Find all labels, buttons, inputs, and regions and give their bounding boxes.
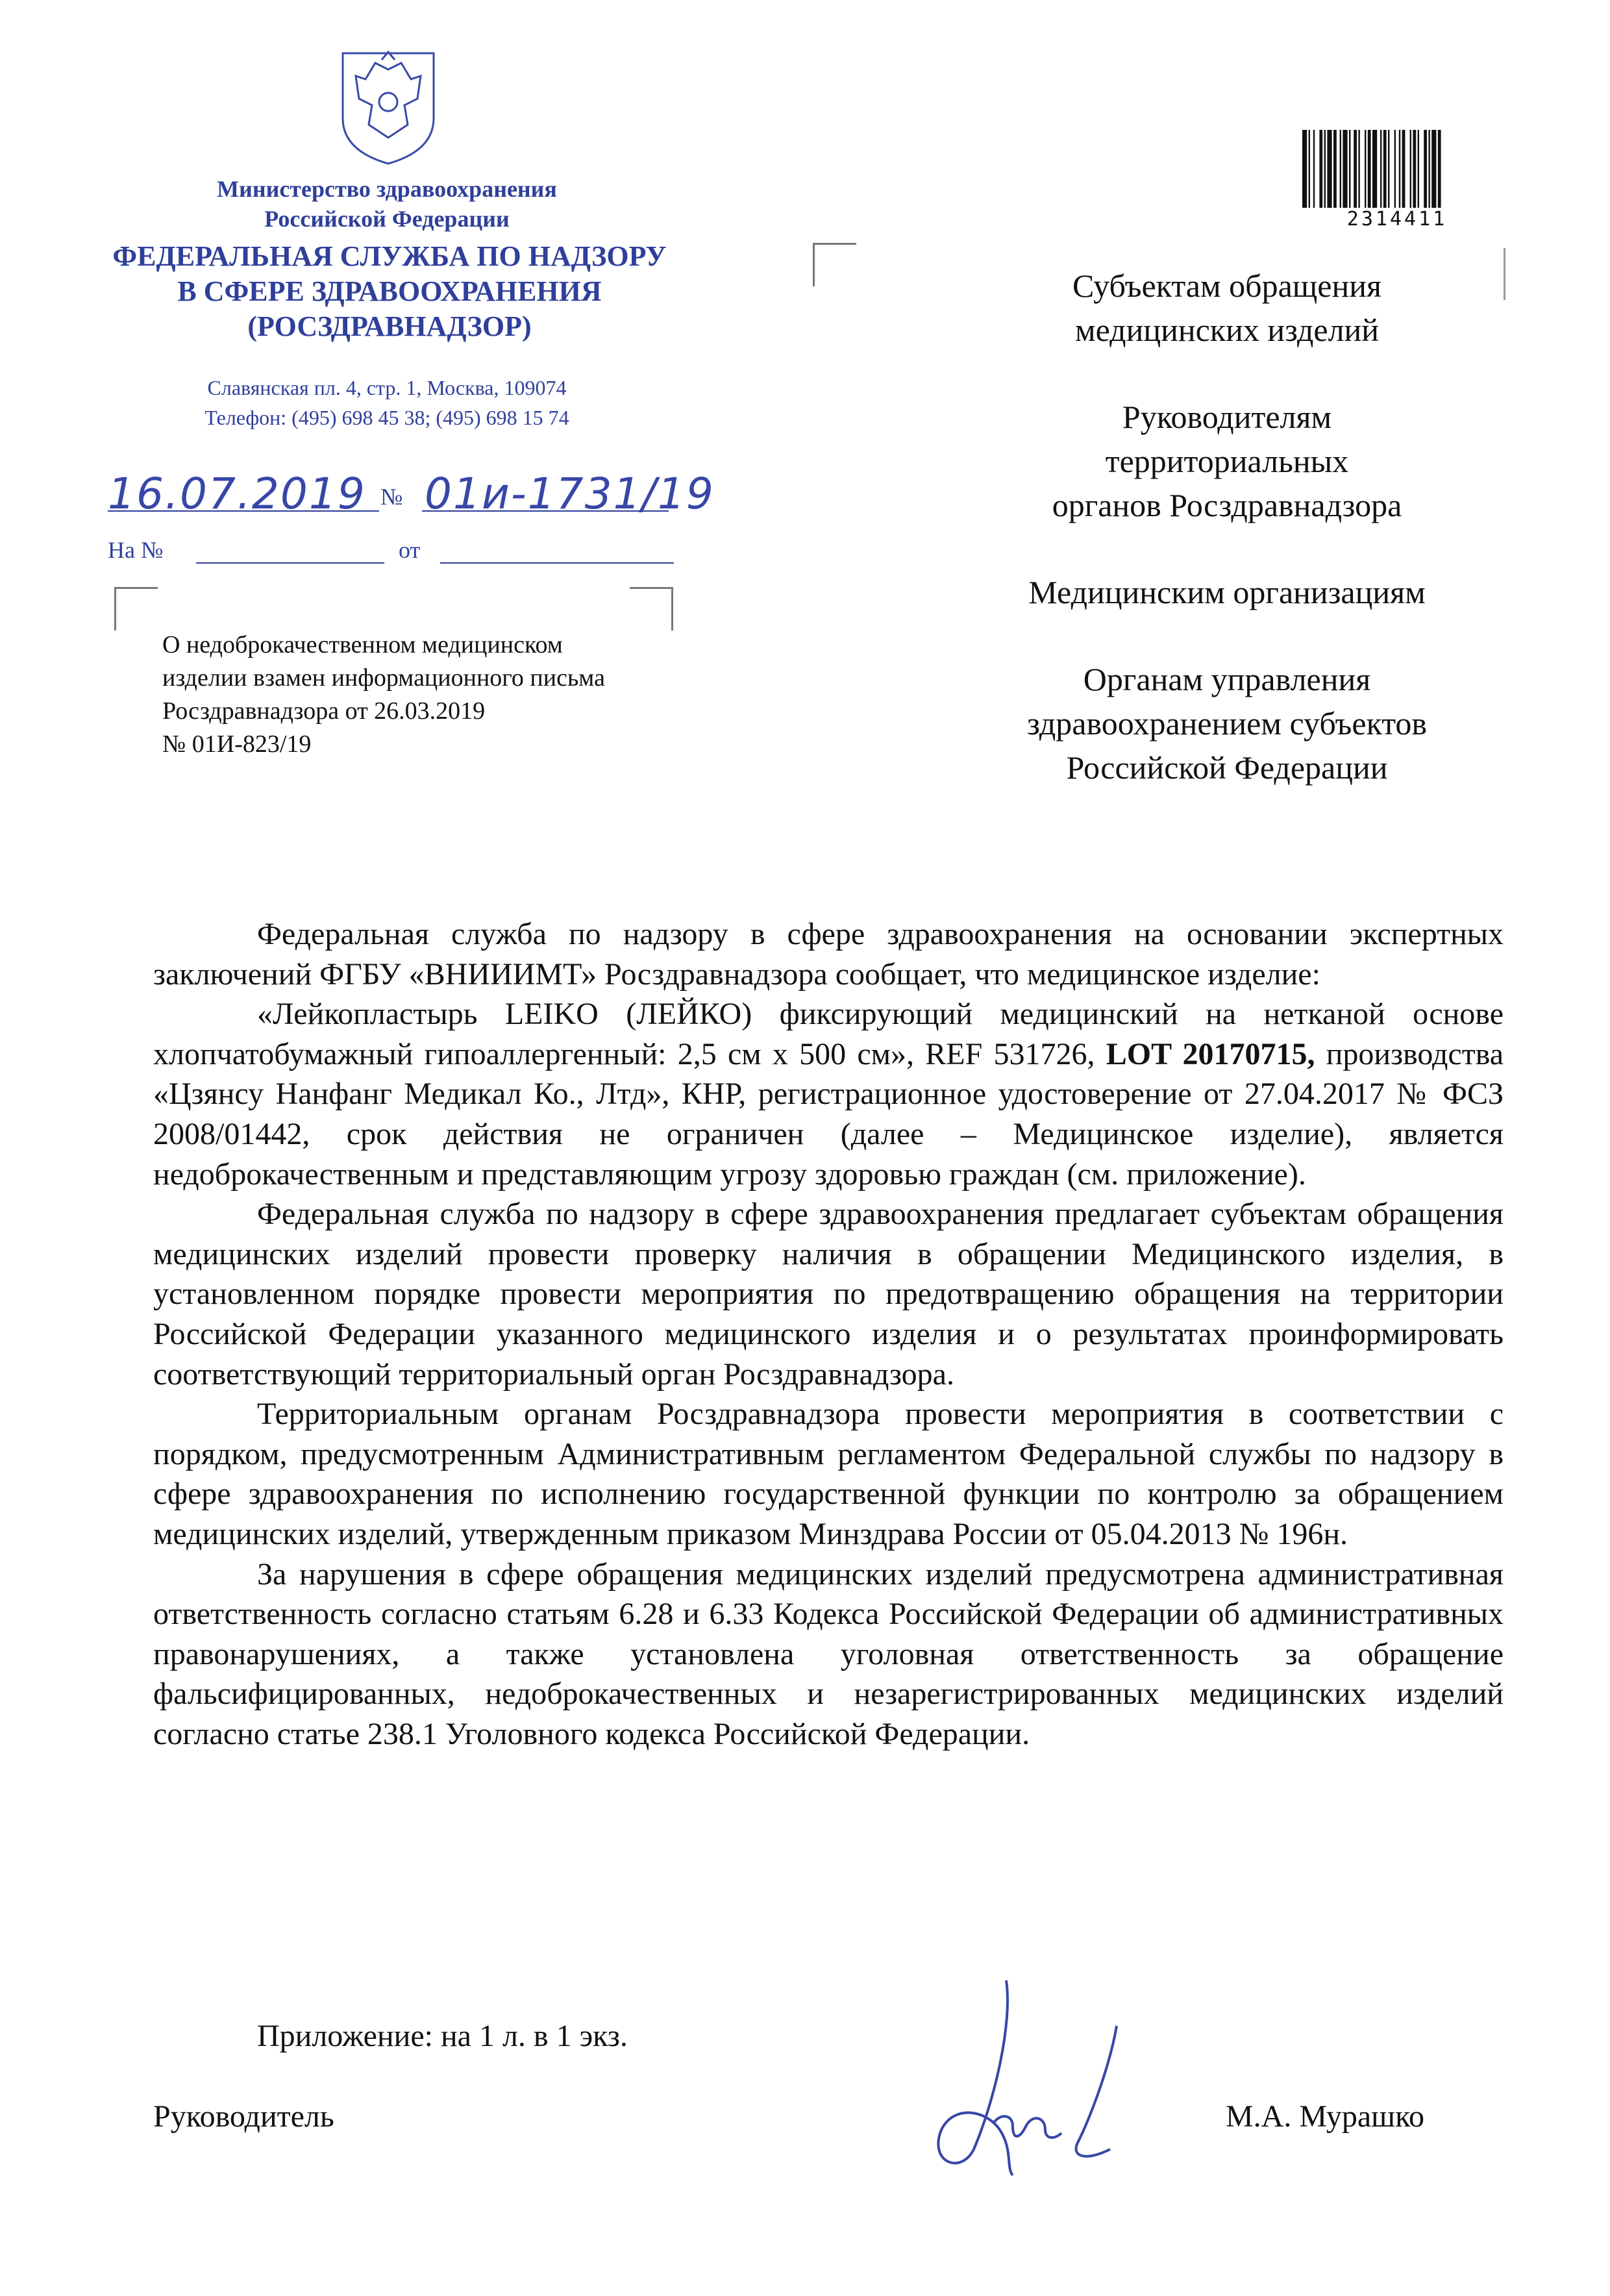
barcode-bar [1340,130,1341,208]
barcode-bar [1399,130,1400,208]
addressee-block [935,264,1519,832]
letter-subject [162,629,747,761]
barcode-bar [1302,130,1307,208]
barcode-bar [1424,130,1427,208]
barcode-bar [1333,130,1337,208]
address-line: Славянская пл. 4, стр. 1, Москва, 109074 [207,376,567,399]
subject-line: № 01И-823/19 [162,730,312,758]
body-text: производства «Цзянсу Нанфанг Медикал Ко., Лтд», КНР, регистрационное удостоверение от 27.04.2017 № ФСЗ 2008/01442, срок действия не ограничен (далее – Медицинское изделие), является недоброкачественным и представляющим угрозу здоровью граждан (см. приложение). [153,1036,1504,1192]
address-corner-mark [813,243,856,286]
barcode-bar [1327,130,1331,208]
addressee-line: Субъектам обращения [1072,268,1381,304]
barcode [1300,130,1494,208]
barcode-bar [1394,130,1396,208]
subject-line: О недоброкачественном медицинском [162,631,563,658]
barcode-bar [1358,130,1359,208]
barcode-bar [1324,130,1326,208]
barcode-bar [1428,130,1430,208]
barcode-bar [1388,130,1389,208]
letter-date: 16.07.2019 [108,469,366,519]
body-paragraph [153,994,1504,1194]
addressee-group [935,395,1519,527]
barcode-bar [1402,130,1406,208]
service-line: (РОСЗДРАВНАДЗОР) [247,310,532,342]
barcode-bar [1380,130,1381,208]
barcode-bar [1410,130,1411,208]
addressee-line: территориальных [1105,443,1349,479]
barcode-bar [1309,130,1310,208]
signatory-title: Руководитель [153,2099,334,2134]
subject-corner-right [630,587,673,630]
barcode-bar [1368,130,1371,208]
barcode-bar [1431,130,1436,208]
ministry-name [127,174,647,234]
ministry-line: Министерство здравоохранения [217,176,557,202]
addressee-line: Российской Федерации [1066,749,1388,786]
reply-to-label: На № [108,537,164,563]
ministry-line: Российской Федерации [264,206,510,232]
addressee-line: Медицинским организациям [1028,574,1426,610]
service-address [127,373,647,432]
barcode-bar [1438,130,1441,208]
subject-line: Росздравнадзора от 26.03.2019 [162,697,486,725]
reply-date-line [440,561,674,564]
from-label: от [399,537,421,563]
addressee-line: органов Росздравнадзора [1052,487,1402,523]
addressee-line: здравоохранением субъектов [1026,705,1428,742]
addressee-group [935,264,1519,352]
addressee-line: медицинских изделий [1074,312,1380,348]
body-paragraph: Территориальным органам Росздравнадзора провести мероприятия в соответствии с порядком, предусмотренным Административным регламентом Федеральной службы по надзору в сфере здравоохранения по исполнению государственной функции по контролю за обращением медицинских изделий, утвержденным приказом Минздрава России от 05.04.2013 № 196н. [153,1397,1504,1551]
lot-number: LOT 20170715, [1106,1036,1315,1071]
body-paragraph: Федеральная служба по надзору в сфере здравоохранения предлагает субъектам обращения медицинских изделий провести проверку наличия в обращении Медицинского изделия, в установленном порядке провести мероприятия по предотвращению обращения на территории Российской Федерации указанного медицинского изделия и о результатах проинформировать соответствующий территориальный орган Росздравнадзора. [153,1197,1504,1391]
addressee-group [935,570,1519,614]
addressee-group [935,657,1519,790]
service-name [97,239,682,344]
barcode-bar [1313,130,1315,208]
addressee-line: Руководителям [1122,399,1332,435]
barcode-bar [1383,130,1387,208]
service-line: В СФЕРЕ ЗДРАВООХРАНЕНИЯ [177,275,602,307]
reply-number-line [196,561,384,564]
service-line: ФЕДЕРАЛЬНАЯ СЛУЖБА ПО НАДЗОРУ [112,240,667,272]
signatory-name: М.А. Мурашко [1226,2099,1424,2134]
body-paragraph: За нарушения в сфере обращения медицинских изделий предусмотрена административная ответственность согласно статьям 6.28 и 6.33 Кодекса Российской Федерации об административных правонарушениях, а также установлена уголовная ответственность за обращение фальсифицированных, недоброкачественных и незарегистрированных медицинских изделий согласно статье 238.1 Уголовного кодекса Российской Федерации. [153,1556,1504,1751]
letter-body [153,914,1504,1754]
body-text: «Лейкопластырь LEIKO (ЛЕЙКО) фиксирующий медицинский на нетканой основе хлопчатобумажный гипоаллергенный: 2,5 см х 500 см», REF 531726, [153,997,1504,1071]
barcode-bar [1349,130,1350,208]
letter-number: 01и-1731/19 [425,469,715,519]
body-paragraph: Федеральная служба по надзору в сфере здравоохранения на основании экспертных заключений ФГБУ «ВНИИИМТ» Росздравнадзора сообщает, что медицинское изделие: [153,917,1504,992]
subject-corner-left [114,587,158,630]
number-sign: № [380,484,403,510]
address-line: Телефон: (495) 698 45 38; (495) 698 15 74 [204,406,569,429]
barcode-bar [1418,130,1419,208]
barcode-bar [1365,130,1366,208]
barcode-bar [1372,130,1377,208]
barcode-bar [1413,130,1416,208]
subject-line: изделии взамен информационного письма [162,664,605,692]
russian-coat-of-arms-icon [336,40,440,167]
handwritten-signature [915,1974,1149,2182]
barcode-bar [1319,130,1322,208]
attachment-note: Приложение: на 1 л. в 1 экз. [257,2019,628,2053]
barcode-bar [1343,130,1347,208]
barcode-number: 2314411 [1346,208,1448,231]
addressee-line: Органам управления [1083,661,1371,697]
barcode-bar [1354,130,1357,208]
